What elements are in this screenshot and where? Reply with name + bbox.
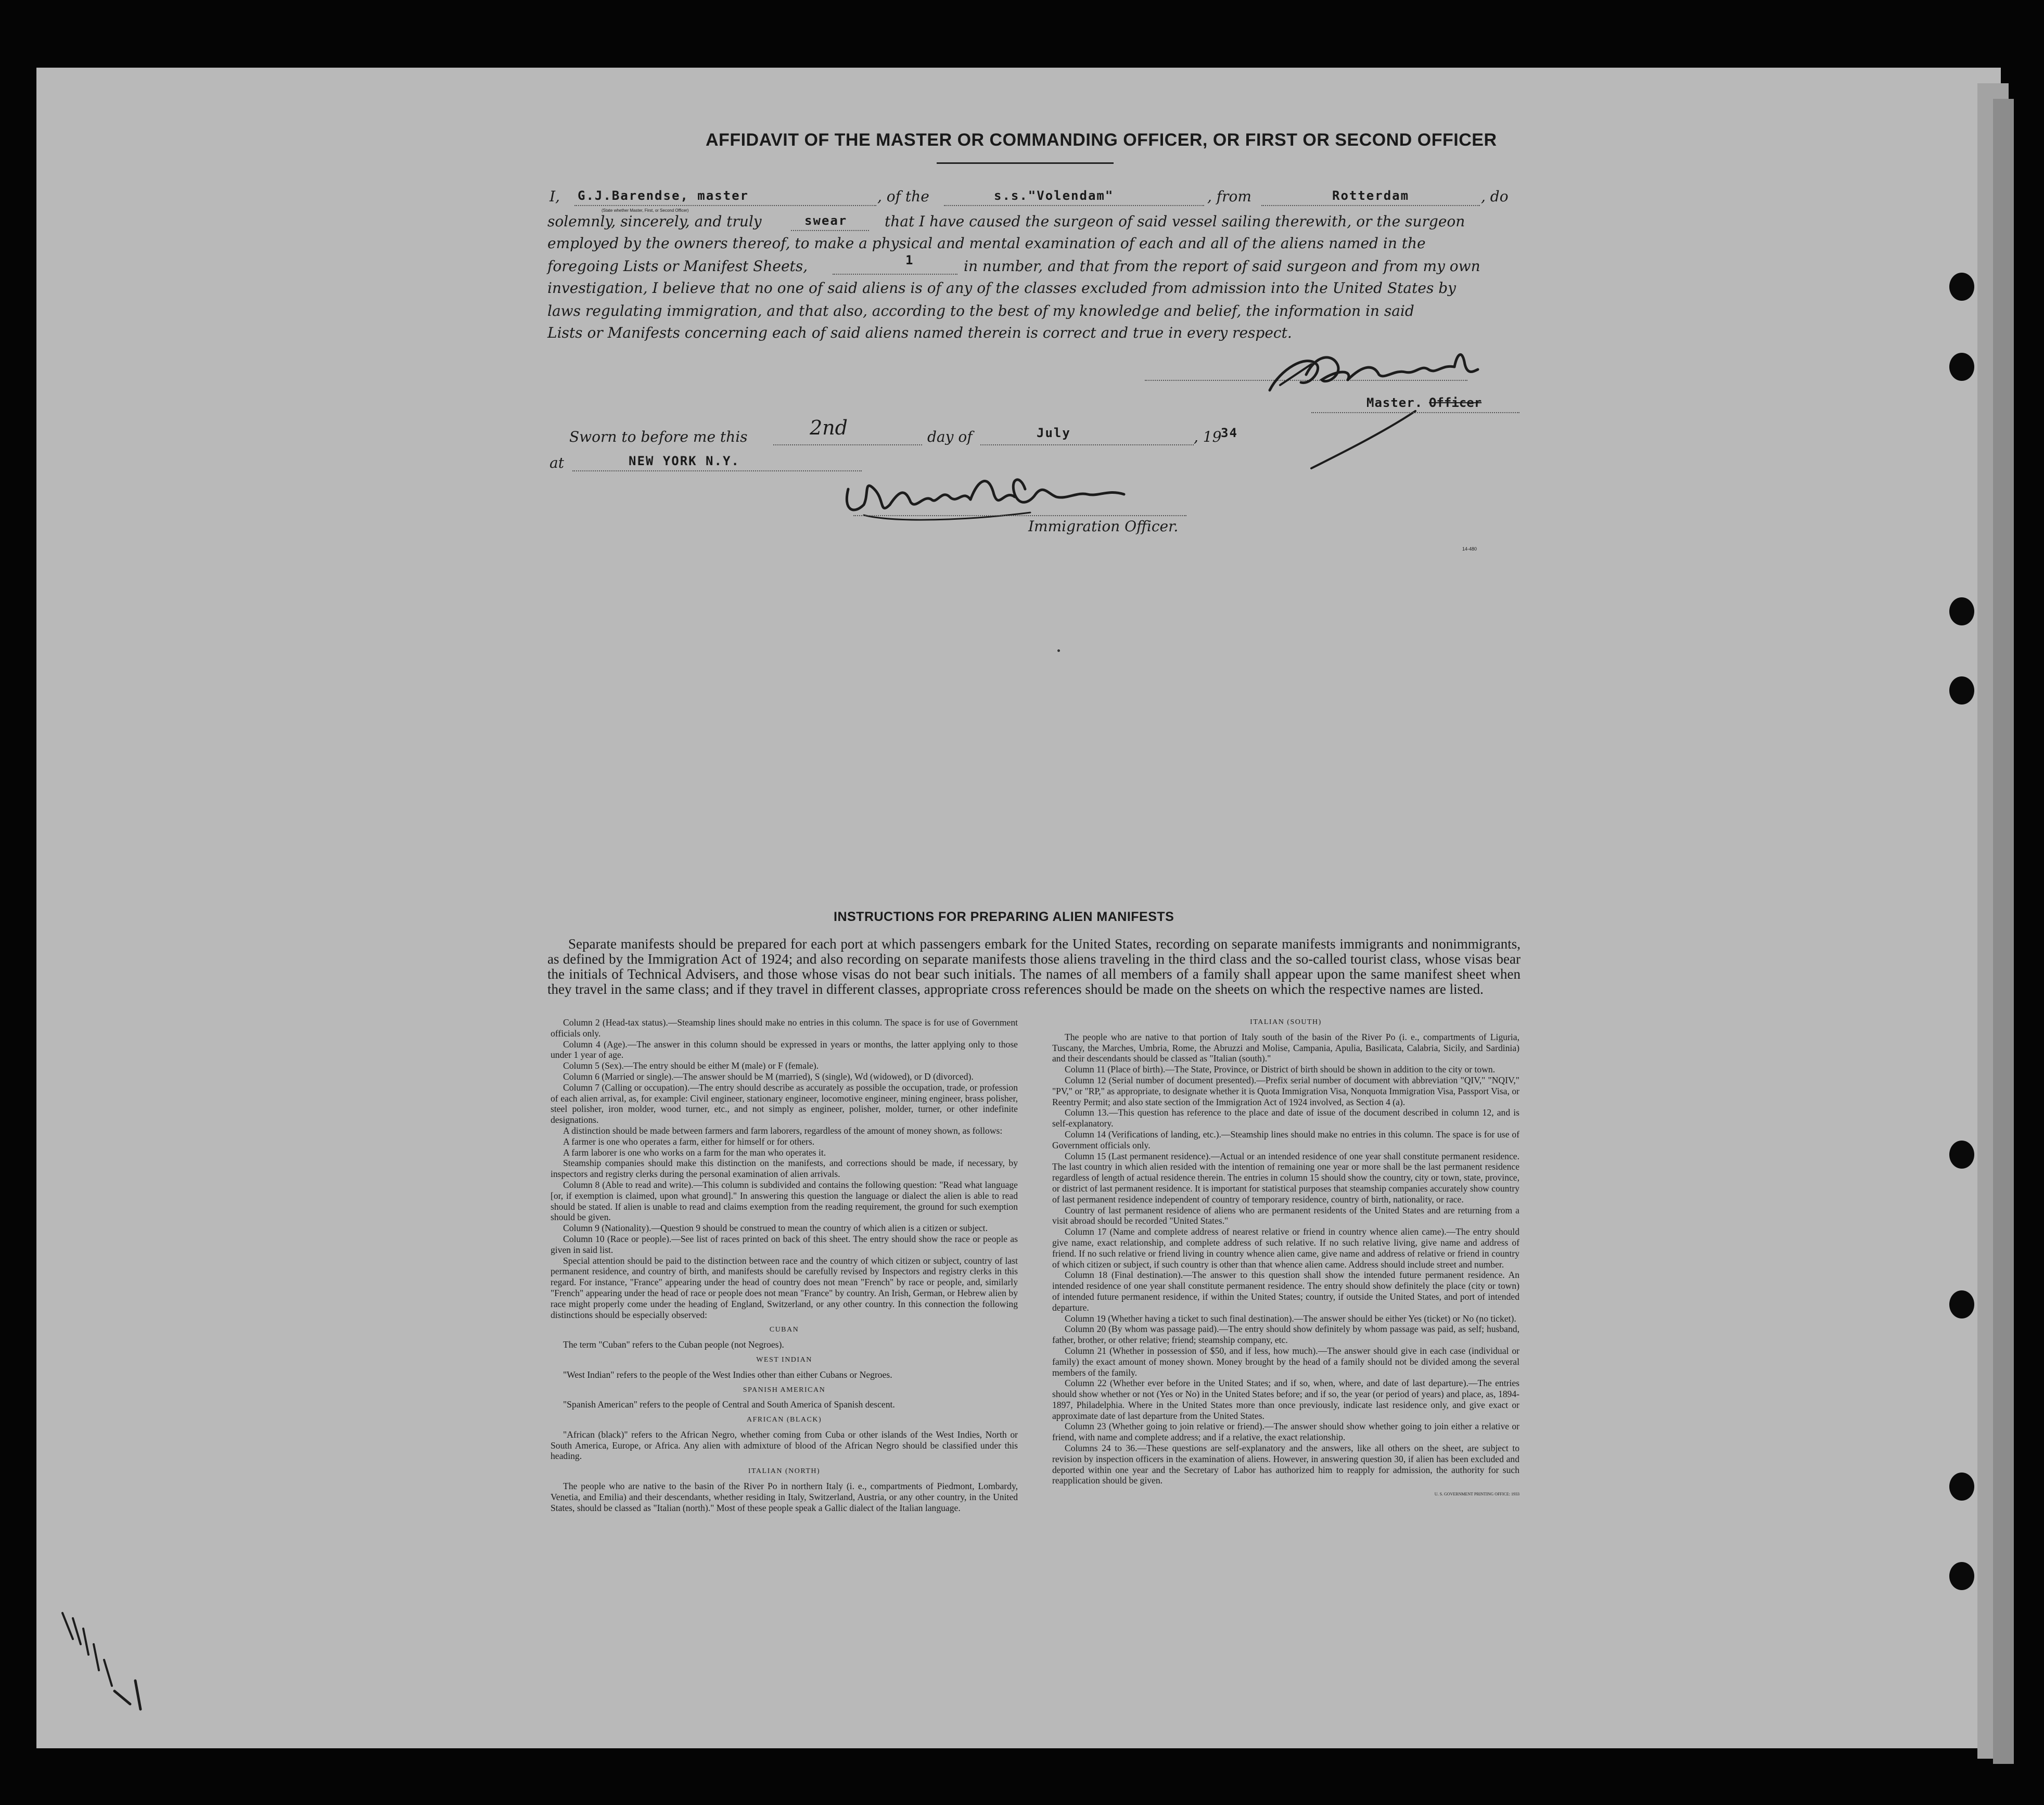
text-at: at (550, 454, 564, 471)
instruction-paragraph: A farmer is one who operates a farm, either for himself or for others. (563, 1136, 815, 1147)
race-definition: The people who are native to the basin of the River Po in northern Italy (i. e., compartments of Piedmont, Lombardy, Venetia, and Emilia) and their descendants, whether residing in Italy, Switzerland, Austria, or any other country, in the United States, should be classed as "Italian (north)." Most of these people speak a Gallic dialect of the Italian language. (551, 1481, 1018, 1513)
text-year: , 19 (1194, 428, 1222, 445)
master-label: Master. (1366, 395, 1423, 410)
instruction-paragraph: Steamship companies should make this distinction on the manifests, and corrections should be made, if necessary, by inspectors and registry clerks during the personal examination of alien arrivals. (551, 1158, 1018, 1180)
margin-pencil-marks (52, 1592, 167, 1717)
race-heading: CUBAN (769, 1326, 799, 1334)
text-in-number: in number, and that from the report of said surgeon and from my own (964, 258, 1480, 275)
instruction-paragraph: Column 9 (Nationality).—Question 9 should be construed to mean the country of which alien is a citizen or subject. (563, 1223, 988, 1234)
master-name: G.J.Barendse, master (578, 188, 749, 203)
instruction-paragraph: Column 17 (Name and complete address of nearest relative or friend in country whence alien came).—The entry should give name, exact relationship, and complete address of such relative. If no such relative living, give name and address of friend. If no such relative or friend living in country whence alien came, give name and address of relative or friend in country of which citizen or subject, if such country is other than that whence alien came. Address should include street and number. (1052, 1226, 1519, 1270)
text-i: I, (550, 188, 560, 205)
instructions-left-column (551, 1017, 1018, 1513)
printer-note: U. S. GOVERNMENT PRINTING OFFICE: 1933 (1434, 1492, 1519, 1497)
form-number: 14-480 (1462, 546, 1477, 552)
instruction-paragraph: Columns 24 to 36.—These questions are self-explanatory and the answers, like all others on the sheet, are subject to revision by inspection officers in the examination of aliens. However, in answering question 30, if alien has been excluded and deported within one year and the Secretary of Labor has authorized him to reapply for admission, the authority for such reapplication should be given. (1052, 1443, 1519, 1486)
text-line7: Lists or Manifests concerning each of said aliens named therein is correct and true in every respect. (547, 324, 1292, 341)
instruction-paragraph: Column 6 (Married or single).—The answer should be M (married), S (single), Wd (widowed), or D (divorced). (563, 1071, 974, 1082)
binder-hole (1949, 1290, 1974, 1318)
sworn-year: 34 (1221, 426, 1238, 440)
instruction-paragraph: A farm laborer is one who works on a farm for the man who operates it. (563, 1147, 826, 1158)
text-that: that I have caused the surgeon of said vessel sailing therewith, or the surgeon (885, 213, 1465, 230)
binder-hole (1949, 1473, 1974, 1501)
port-name: Rotterdam (1332, 188, 1410, 203)
vessel-line (944, 205, 1204, 206)
instruction-paragraph: Column 14 (Verifications of landing, etc.).—Steamship lines should make no entries in this column. The space is for use of Government officials only. (1052, 1129, 1519, 1150)
text-line5: investigation, I believe that no one of said aliens is of any of the classes excluded from admission into the United States by (547, 279, 1456, 297)
instruction-paragraph: Column 7 (Calling or occupation).—The entry should describe as accurately as possible the occupation, trade, or profession of each alien arrival, as, for example: Civil engineer, stationary engineer, locomotive engineer, mining engineer, brass polisher, steel polisher, iron molder, wood turner, etc., and not simply as engineer, polisher, molder, turner, or other indefinite designations. (551, 1082, 1018, 1125)
binder-hole (1949, 597, 1974, 625)
instruction-paragraph: Column 19 (Whether having a ticket to such final destination).—The answer should be either Yes (ticket) or No (no ticket). (1065, 1313, 1516, 1324)
text-solemnly: solemnly, sincerely, and truly (547, 213, 762, 230)
binder-hole (1949, 676, 1974, 705)
port-line (1261, 205, 1480, 206)
text-line3: employed by the owners thereof, to make a physical and mental examination of each and all of the aliens named in the (547, 235, 1426, 252)
text-day-of: day of (927, 428, 973, 445)
instruction-paragraph: Column 4 (Age).—The answer in this column should be expressed in years or months, the latter applying only to those under 1 year of age. (551, 1039, 1018, 1060)
race-heading: ITALIAN (NORTH) (748, 1467, 821, 1476)
oath-word: swear (804, 213, 848, 228)
instruction-paragraph: Column 8 (Able to read and write).—This column is subdivided and contains the following question: "Read what language [or, if exemption is claimed, upon what ground]." In answering this question the language or dialect the alien is able to read should be stated. If alien is unable to read and claims exemption from the reading requirement, the ground for such exemption should be given. (551, 1179, 1018, 1223)
place-line (572, 470, 862, 471)
day-line (773, 444, 922, 445)
race-definition: "West Indian" refers to the people of the West Indies other than either Cubans or Negroes. (563, 1369, 892, 1380)
officer-note: (State whether Master, First, or Second Officer) (602, 208, 689, 213)
paper-edge-shadow (1993, 99, 2014, 1764)
text-do: , do (1481, 188, 1509, 205)
text-foregoing: foregoing Lists or Manifest Sheets, (547, 258, 808, 275)
ink-dot (1057, 649, 1060, 652)
instruction-paragraph: Column 5 (Sex).—The entry should be either M (male) or F (female). (563, 1060, 819, 1071)
race-heading: AFRICAN (BLACK) (746, 1416, 822, 1424)
instruction-paragraph: A distinction should be made between farmers and farm laborers, regardless of the amount of money shown, as follows: (563, 1125, 1003, 1136)
month-line (980, 444, 1194, 445)
instruction-paragraph: Column 11 (Place of birth).—The State, Province, or District of birth should be shown in addition to the city or town. (1065, 1064, 1496, 1075)
instruction-paragraph: Column 23 (Whether going to join relative or friend).—The answer should show whether going to join either a relative or friend, with name and complete address; and if a relative, the exact relationship. (1052, 1421, 1519, 1443)
binder-hole (1949, 273, 1974, 301)
binder-hole (1949, 353, 1974, 381)
race-definition: "Spanish American" refers to the people of Central and South America of Spanish descent. (563, 1399, 895, 1410)
race-heading: ITALIAN (SOUTH) (1250, 1018, 1322, 1026)
sworn-month: July (1037, 426, 1071, 440)
race-definition: "African (black)" refers to the African Negro, whether coming from Cuba or other islands of the West Indies, North or South America, Europe, or Africa. Any alien with admixture of blood of the African Negro should be classified under this heading. (551, 1429, 1018, 1462)
text-line6: laws regulating immigration, and that also, according to the best of my knowledge and belief, the information in said (547, 302, 1414, 319)
instruction-paragraph: Column 20 (By whom was passage paid).—The entry should show definitely by whom passage was paid, as self; husband, father, brother, or other relative; friend; steamship company, etc. (1052, 1324, 1519, 1346)
instructions-right-column (1052, 1017, 1519, 1500)
affidavit-title: AFFIDAVIT OF THE MASTER OR COMMANDING OFFICER, OR FIRST OR SECOND OFFICER (706, 130, 1497, 150)
officer-title: Immigration Officer. (1028, 518, 1179, 535)
instruction-paragraph: Column 2 (Head-tax status).—Steamship lines should make no entries in this column. The space is for use of Government officials only. (551, 1017, 1018, 1039)
sheet-count: 1 (905, 253, 914, 267)
instruction-paragraph: Column 12 (Serial number of document presented).—Prefix serial number of document with abbreviation "QIV," "NQIV," "PV," or "RP," as appropriate, to designate whether it is Quota Immigration Visa, Nonquota Immigration Visa, Passport Visa, or Reentry Permit; and also state section of the Immigration Act of 1924 involved, as Section 4 (a). (1052, 1074, 1519, 1107)
text-sworn: Sworn to before me this (569, 428, 748, 445)
name-line (574, 205, 876, 206)
instruction-paragraph: Column 18 (Final destination).—The answer to this question shall show the intended future permanent residence. An intended residence of one year shall constitute permanent residence. The entry should show definitely the place (city or town) of intended future permanent residence, if within the United States; country, if outside the United States, and port of intended departure. (1052, 1270, 1519, 1313)
race-heading: WEST INDIAN (756, 1355, 812, 1364)
text-from: , from (1207, 188, 1251, 205)
instruction-paragraph: Special attention should be paid to the distinction between race and the country of which citizen or subject, country of last permanent residence, and country of birth, and manifests should be carefully revised by Inspectors and registry clerks in this regard. For instance, "France" appearing under the head of country does not mean "French" by race or people, and, similarly "French" appearing under the head of race or people does not mean "France" by country. An Irish, German, or Hebrew alien by race might properly come under the heading of England, Switzerland, or any other country. In this connection the following distinctions should be especially observed: (551, 1255, 1018, 1320)
instruction-paragraph: The people who are native to that portion of Italy south of the basin of the River Po (i. e., compartments of Liguria, Tuscany, the Marches, Umbria, Rome, the Abruzzi and Molise, Campania, Apulia, Basilicata, Calabria, Sicily, and Sardinia) and their descendants should be classed as "Italian (south)." (1052, 1031, 1519, 1064)
instruction-paragraph: Column 21 (Whether in possession of $50, and if less, how much).—The answer should give in each case (individual or family) the exact amount of money shown. Money brought by the head of a family should not be divided among the several members of the family. (1052, 1345, 1519, 1378)
instructions-title: INSTRUCTIONS FOR PREPARING ALIEN MANIFESTS (834, 910, 1174, 924)
struck-officer-label: Officer (1429, 395, 1482, 410)
race-definition: The term "Cuban" refers to the Cuban people (not Negroes). (563, 1339, 784, 1350)
binder-hole (1949, 1141, 1974, 1169)
instructions-intro: Separate manifests should be prepared for each port at which passengers embark for the United States, recording on separate manifests immigrants and nonimmigrants, as defined by the Immigration Act of 1924; and also recording on separate manifests those aliens traveling in the third class and the so-called tourist class, whose visas bear the initials of Technical Advisers, and those whose visas do not bear such initials. The names of all members of a family shall appear upon the same manifest sheet when they travel in the same class; and if they travel in different classes, appropriate cross references should be made on the sheets on which the respective names are listed. (547, 936, 1521, 997)
instruction-paragraph: Country of last permanent residence of aliens who are permanent residents of the United States and are returning from a visit abroad should be recorded "United States." (1052, 1205, 1519, 1226)
instruction-paragraph: Column 13.—This question has reference to the place and date of issue of the document described in column 12, and is self-explanatory. (1052, 1107, 1519, 1129)
text-of-the: , of the (877, 188, 929, 205)
race-heading: SPANISH AMERICAN (743, 1386, 826, 1394)
sworn-place: NEW YORK N.Y. (629, 454, 740, 468)
title-rule (937, 162, 1114, 164)
binder-hole (1949, 1562, 1974, 1590)
instruction-paragraph: Column 10 (Race or people).—See list of races printed on back of this sheet. The entry should show the race or people as given in said list. (551, 1233, 1018, 1255)
instruction-paragraph: Column 22 (Whether ever before in the United States; and if so, when, where, and date of last departure).—The entries should show whether or not (Yes or No) in the United States before; and if so, the year (or period of years) and place, as, 1894-1897, Philadelphia. Where in the United States more than once previously, indicate last residence only, and give exact or approximate date of last departure from the United States. (1052, 1378, 1519, 1421)
sworn-day: 2nd (810, 416, 848, 439)
instruction-paragraph: Column 15 (Last permanent residence).—Actual or an intended residence of one year shall constitute permanent residence. The last country in which alien resided with the intention of remaining one year or more shall be the last permanent residence regardless of length of actual residence therein. The entries in column 15 should show the country, city or town, state, province, or district of last permanent residence. It is important for statistical purposes that steamship companies accurately show country of last permanent residence independent of country of temporary residence, country of birth, nationality, or race. (1052, 1150, 1520, 1205)
vessel-name: s.s."Volendam" (994, 188, 1114, 203)
master-title-line (1311, 412, 1519, 413)
